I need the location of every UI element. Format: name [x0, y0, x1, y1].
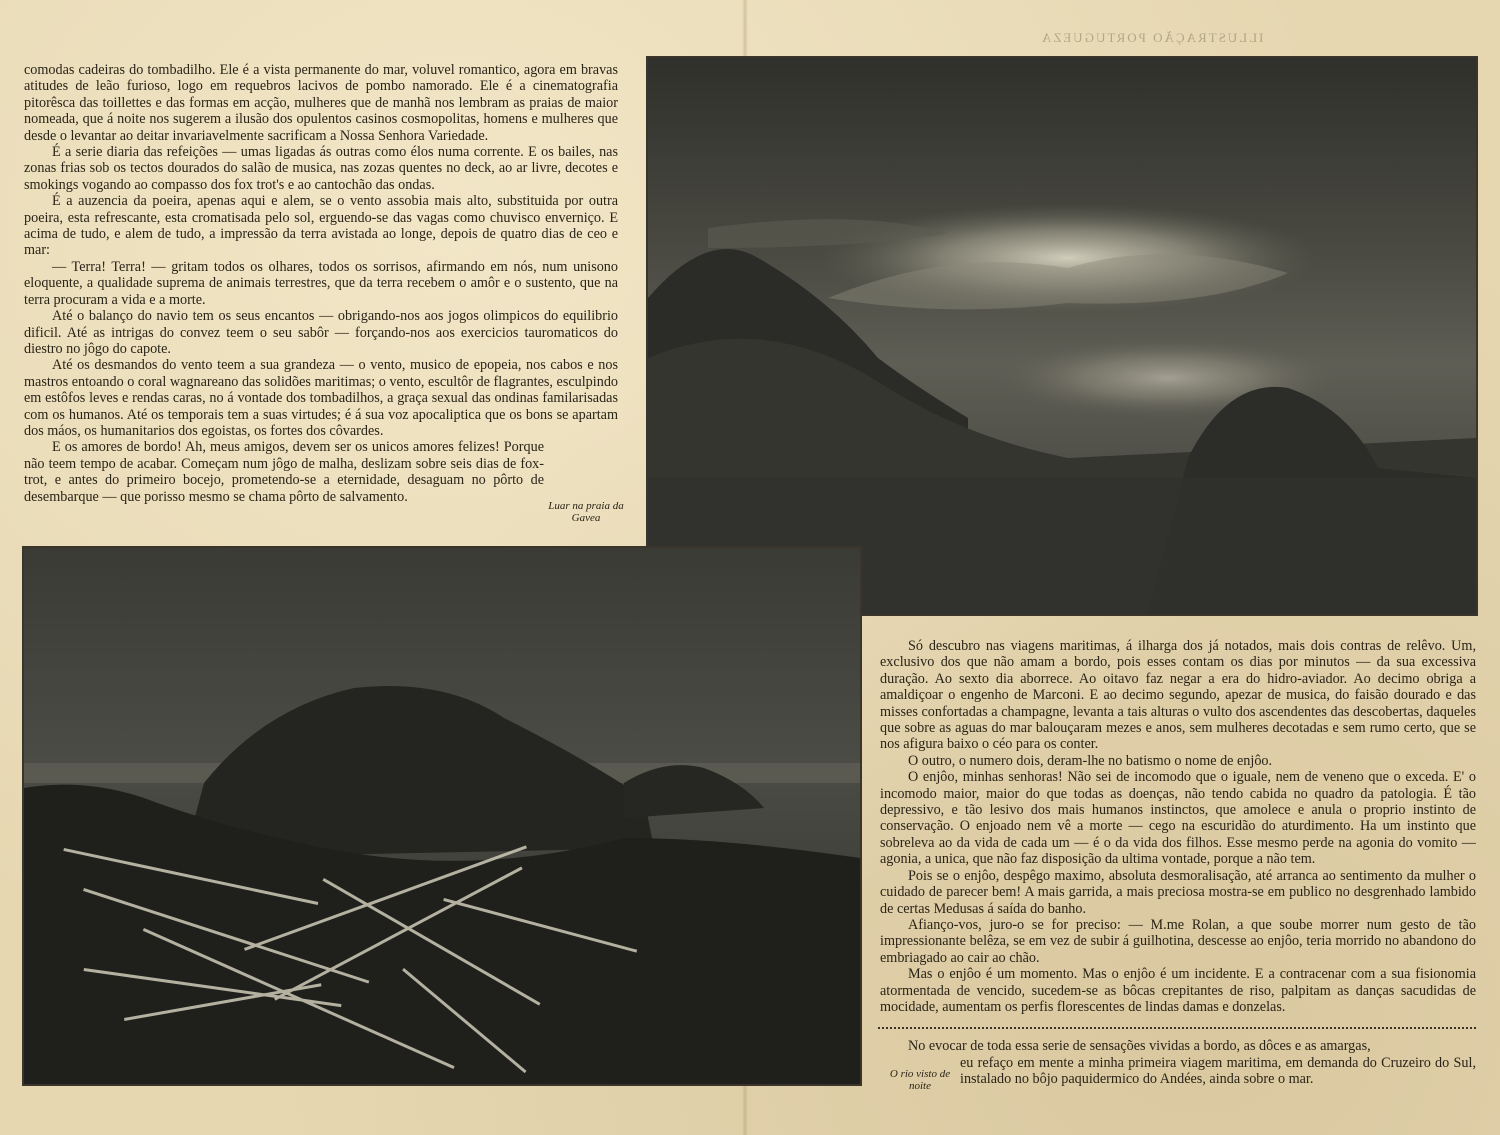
paragraph: E os amores de bordo! Ah, meus amigos, devem ser os unicos amores felizes! Porque não teem tempo de acabar. Começam num jôgo de malha, deslizam sobre seis dias de fox-trot, e antes do primeiro bocejo, prometendo-se a eternidade, desaguam no pôrto de desembarque — que porisso mesmo se chama pôrto de salvamento.	[24, 439, 544, 505]
paragraph: Até o balanço do navio tem os seus encantos — obrigando-nos aos jogos olimpicos do equilibrio dificil. Até as intrigas do convez teem o seu sabôr — forçando-nos aos exercicios tauromaticos do diestro no jôgo do capote.	[24, 308, 618, 357]
paragraph: É a serie diaria das refeições — umas ligadas ás outras como élos numa corrente. E os bailes, nas zonas frias sob os tectos dourados do salão de musica, nas zozas quentes no deck, ao ar livre, decotes e smokings vogando ao compasso dos fox trot's e ao cantochão das ondas.	[24, 144, 618, 193]
photo-caption-top: Luar na praia da Gavea	[548, 500, 624, 524]
paragraph: — Terra! Terra! — gritam todos os olhares, todos os sorrisos, afirmando em nós, num unisono eloquente, a qualidade suprema de animais terrestres, que da terra recebem o amôr e o sustento, que na terra procuram a vida e a morte.	[24, 258, 618, 308]
closing-first-line	[880, 1038, 1476, 1054]
paragraph: Até os desmandos do vento teem a sua grandeza — o vento, musico de epopeia, nos cabos e nos mastros entoando o coral wagnareano das solidões maritimas; o vento, escultôr de flagrantes, esculpindo em estôfos leves e rendas caras, no á vontade dos tombadilhos, a graça sexual das ondinas familarisadas com os humanos. Até os temporais tem a suas virtudes; é á sua voz apocaliptica que os bons se apartam dos máos, os humanitarios dos egoistas, os fortes dos côvardes.	[24, 357, 618, 439]
rio-night-photo	[22, 546, 862, 1086]
show-through-header: ILLUSTRAÇÃO PORTUGUEZA	[1040, 30, 1264, 45]
paragraph: Só descubro nas viagens maritimas, á ilharga dos já notados, mais dois contras de relêvo. Um, exclusivo dos que não amam a bordo, pois esses contam os dias por minutos — da sua excessiva duração. Ao sexto dia aborrece. Ao oitavo faz negar a era do hidro-aviador. Ao decimo obriga a amaldiçoar o engenho de Marconi. E ao decimo segundo, apezar de musica, do faisão dourado e das misses confortadas a champagne, levanta a tais alturas o vulto dos ascendentes das descobertas, daqueles que sobre as aguas do mar balouçaram mezes e anos, sem mulheres decotadas e sem rumo certo, que se nos afigura baixo o céo para os conter.	[880, 638, 1476, 753]
paragraph: Pois se o enjôo, despêgo maximo, absoluta desmoralisação, até arranca ao sentimento da mulher o cuidado de parecer bem! A mais garrida, a mais preciosa mostra-se em publico no desgrenhado lambido de certas Medusas á saída do banho.	[880, 867, 1476, 917]
photo-caption-bottom: O rio visto de noite	[889, 1068, 951, 1092]
paragraph: comodas cadeiras do tombadilho. Ele é a vista permanente do mar, voluvel romantico, agora em bravas atitudes de leão furioso, logo em requebros lacivos de pombo namorado. Ele é a cinematografia pitorêsca das toillettes e das formas em acção, mulheres que de manhã nos lembram as praias de maior nomeada, que á noite nos sugerem a ilusão dos opulentos casinos cosmopolitas, homens e mulheres que desde o levantar ao deitar invariavelmente sacrificam a Nossa Senhora Variedade.	[24, 62, 618, 144]
dotted-separator	[878, 1027, 1476, 1033]
moonlight-photo	[646, 56, 1478, 616]
paragraph: O outro, o numero dois, deram-lhe no batismo o nome de enjôo.	[908, 752, 1273, 769]
paragraph: eu refaço em mente a minha primeira viagem maritima, em demanda do Cruzeiro do Sul, instalado no bôjo paquidermico do Andées, ainda sobre o mar.	[960, 1055, 1476, 1088]
left-column-text	[24, 62, 618, 505]
paragraph: É a auzencia da poeira, apenas aqui e alem, se o vento assobia mais alto, substituida por outra poeira, esta refrescante, esta cromatisada pelo sol, erguendo-se das vagas como chuvisco enverniço. E acima de tudo, e alem de tudo, a impressão da terra avistada ao longe, depois de quatro dias de ceo e mar:	[24, 193, 618, 259]
paragraph: No evocar de toda essa serie de sensações vividas a bordo, as dôces e as amargas,	[908, 1038, 1371, 1054]
closing-rest	[960, 1055, 1476, 1088]
paragraph: Mas o enjôo é um momento. Mas o enjôo é um incidente. E a contracenar com a sua fisionomia atormentada de vencido, sucedem-se as bôcas crepitantes de riso, palpitam as danças sacudidas de mocidade, aumentam os perfis florescentes de lindas damas e donzelas.	[880, 966, 1476, 1015]
rio-at-night-image	[24, 548, 860, 1084]
paragraph: Afianço-vos, juro-o se for preciso: — M.me Rolan, a que soube morrer num gesto de tão impressionante belêza, se em vez de subir á guilhotina, descesse ao enjôo, teria morrido no abandono do embriagado ao cair ao chão.	[880, 916, 1476, 966]
paragraph: O enjôo, minhas senhoras! Não sei de incomodo que o iguale, nem de veneno que o exceda. E' o incomodo maior, maior do que todas as doenças, não tendo cabida no quadro da patologia. É tão depressivo, e tão lesivo dos mais humanos instinctos, que amolece e anula o proprio instinto de conservação. O enjoado nem vê a morte — cego na escuridão do aturdimento. Ha um instinto que sobreleva ao da vida de cada um — é o da vida dos filhos. Esse mesmo perde na agonia do vomito — agonia, a unica, que não faz disposição da ultima vontade, porque a não tem.	[880, 769, 1476, 868]
right-column-text	[880, 638, 1476, 1015]
moonlight-over-sea-image	[648, 58, 1476, 614]
